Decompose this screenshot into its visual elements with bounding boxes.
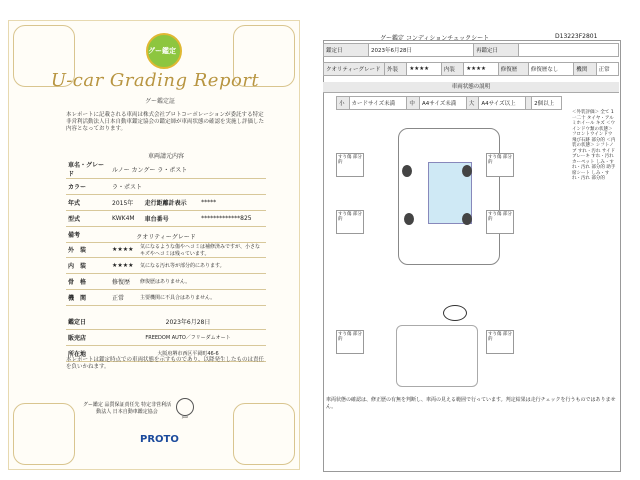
value: KWK4M	[110, 211, 143, 227]
label: 鑑定日	[324, 44, 369, 57]
wheel-icon	[462, 165, 472, 177]
label: 骨 格	[66, 274, 110, 290]
table-row	[66, 195, 266, 211]
certificate-intro: 本レポートに記載される車両は株式会社プロトコーポレーションが委託する特定非営利活動法人日本自動車鑑定協会の鑑定師が車両状態の確認を実施し評価した内容となっております。	[66, 112, 265, 132]
logo-text: グー鑑定	[148, 47, 176, 55]
label: 再鑑定日	[474, 44, 519, 57]
value: ★★★★	[407, 63, 442, 76]
value: 2023年6月28日	[110, 314, 266, 330]
stars: 修復歴	[110, 274, 138, 290]
value	[519, 44, 619, 57]
value: 主要機関に不具合はありません。	[138, 290, 266, 306]
size-label: 中	[407, 97, 420, 110]
value: ★★★★	[464, 63, 499, 76]
table-row	[66, 242, 266, 258]
size-value: カードサイズ未満	[349, 97, 407, 110]
label: 販売店	[66, 330, 110, 346]
label: 鑑定日	[66, 314, 110, 330]
value: 正常	[596, 63, 618, 76]
disclaimer: 本レポートは鑑定時点での車両状態を示すものであり、以降発生したものは責任を負いかねます。	[66, 357, 265, 370]
label: 内装	[441, 63, 463, 76]
table-row	[66, 290, 266, 306]
table-row	[66, 274, 266, 290]
sheet-note: 車両状態の確認は、修正歴の有無を判断し、車両の見える範囲で行っています。判定結果は走行チェックを行うものではありません。	[326, 397, 616, 410]
value: ラ・ポスト	[110, 179, 266, 195]
appraisal-info-table	[66, 314, 266, 362]
car-interior-diagram	[396, 325, 478, 387]
damage-callout: すり傷 部分的	[486, 153, 514, 177]
label: 外 装	[66, 242, 110, 258]
value: FREEDOM AUTO／フリーダムオート	[110, 330, 266, 346]
label: 内 装	[66, 258, 110, 274]
stars: ★★★★	[110, 258, 138, 274]
wheel-icon	[402, 165, 412, 177]
proto-logo: PROTO	[140, 434, 179, 445]
jaai-label: JAAI	[182, 415, 188, 419]
table-row	[66, 258, 266, 274]
guarantor: グー鑑定 品質保証責任先 特定非営利活動法人 日本自動車鑑定協会	[82, 402, 172, 415]
label: 所在地	[66, 346, 110, 362]
label: 車台番号	[143, 211, 199, 227]
vehicle-info-table	[66, 160, 266, 243]
label: カラー	[66, 179, 110, 195]
table-row	[66, 330, 266, 346]
table-row	[66, 211, 266, 227]
label: 型式	[66, 211, 110, 227]
jaai-logo-icon	[176, 398, 194, 416]
stars: 正常	[110, 290, 138, 306]
value: *************825	[199, 211, 266, 227]
value: *****	[199, 195, 266, 211]
size-value: A4サイズ以上	[479, 97, 526, 110]
table-row	[324, 63, 619, 76]
label: 機 関	[66, 290, 110, 306]
table-row	[66, 160, 266, 179]
value: 2015年	[110, 195, 143, 211]
vehicle-info-heading: 車両請元内容	[147, 153, 184, 160]
wheel-icon	[462, 213, 472, 225]
quality-grade-table	[66, 242, 266, 306]
value: 2023年6月28日	[369, 44, 474, 57]
label: クオリティーグレード	[324, 63, 385, 76]
label: 修復歴	[498, 63, 528, 76]
quality-grade-heading: クオリティーグレード	[136, 234, 196, 241]
damage-callout: すり傷 部分的	[486, 210, 514, 234]
steering-wheel-icon	[443, 305, 467, 321]
condition-legend: ＜外装評価＞ 全て 1一二十 タイヤ・アルミホイール キズ ＜ウインドウ類の状態＞ フロントウインドウ 飛び石跡 部分的 ＜内装の状態＞ シフトノブ すれ・汚れ サイドブレーキ すれ・汚れ カーペット しみ・すれ・汚れ 部分的 助手席シート しみ・すれ・汚れ 部分的	[572, 110, 616, 181]
value: 修復歴なし	[528, 63, 573, 76]
value: 修復歴はありません。	[138, 274, 266, 290]
size-label: 大	[466, 97, 479, 110]
damage-callout: すり傷 部分的	[336, 210, 364, 234]
value: ルノー カングー ラ・ポスト	[110, 160, 266, 179]
label: 備考	[66, 227, 110, 243]
size-value: A4サイズ未満	[419, 97, 466, 110]
table-row	[66, 179, 266, 195]
damage-callout: すり傷 部分的	[336, 153, 364, 177]
stars: ★★★★	[110, 242, 138, 258]
damage-callout: すり傷 部分的	[486, 330, 514, 354]
ornament-bottom-left	[13, 403, 75, 465]
vehicle-condition-heading: 車両状態の説明	[323, 82, 619, 93]
size-legend	[336, 96, 562, 110]
label: 機関	[574, 63, 596, 76]
sheet-title: グー鑑定 コンディションチェックシート	[380, 35, 490, 42]
value: 気になるような傷やヘコミは補修済みですが、小さなキズやヘコミは残っています。	[138, 242, 266, 258]
table-row	[324, 44, 619, 57]
value: 大阪府堺市西区平岡町46-6	[110, 346, 266, 362]
label: 年式	[66, 195, 110, 211]
label: 外装	[385, 63, 407, 76]
size-value: 2個以上	[532, 97, 562, 110]
sheet-id: D13223F2801	[555, 33, 598, 40]
label: 車名・グレード	[66, 160, 110, 179]
quality-table	[323, 62, 619, 76]
table-row	[337, 97, 562, 110]
value: 気になる汚れ等が部分的にあります。	[138, 258, 266, 274]
certificate-subtitle: グー鑑定証	[144, 98, 175, 105]
label: 走行距離計表示	[143, 195, 199, 211]
table-row	[66, 314, 266, 330]
size-label: 小	[337, 97, 350, 110]
wheel-icon	[404, 213, 414, 225]
sheet-date-table	[323, 43, 619, 57]
certificate-title: U-car Grading Report	[50, 70, 260, 91]
ornament-bottom-right	[233, 403, 295, 465]
damage-callout: すり傷 部分的	[336, 330, 364, 354]
